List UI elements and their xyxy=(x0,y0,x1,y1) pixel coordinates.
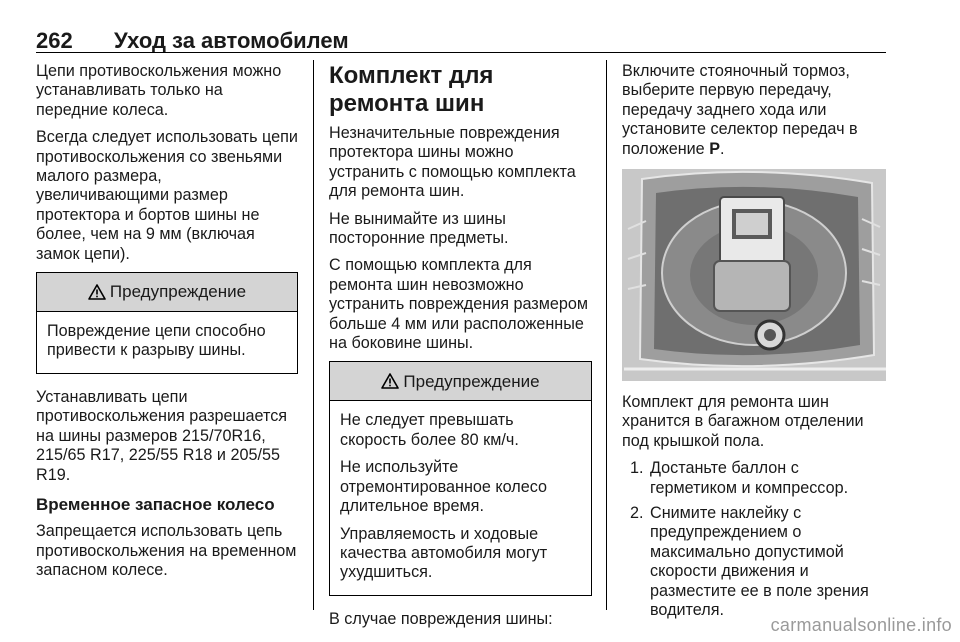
warning-title: Предупреждение xyxy=(403,371,540,391)
watermark-link[interactable]: carmanualsonline.info xyxy=(770,615,952,635)
column-divider xyxy=(313,60,314,610)
section-heading: Комплект для ремонта шин xyxy=(329,62,494,117)
list-item: 2. Снимите наклейку с предупреждением о максимально допустимой скорости движения и разместите ее в поле зрения водителя. xyxy=(648,504,886,620)
warning-header xyxy=(330,362,591,401)
paragraph-end: . xyxy=(720,139,725,158)
paragraph: Не вынимайте из шины посторонние предметы. xyxy=(329,209,509,248)
warning-text: Управляемость и ходовые качества автомобиля могут ухудшиться. xyxy=(340,524,548,582)
trunk-repair-kit-photo xyxy=(622,169,886,381)
warning-text: Не следует превышать скорость более 80 км/ч. xyxy=(340,411,519,449)
chapter-title: Уход за автомобилем xyxy=(114,28,349,53)
warning-box xyxy=(36,272,298,374)
header-rule xyxy=(36,52,886,53)
list-item: 1. Достаньте баллон с герметиком и компрессор. xyxy=(648,459,886,498)
paragraph: Запрещается использовать цепь противоскольжения на временном запасном колесе. xyxy=(36,522,297,580)
warning-triangle-icon xyxy=(88,284,106,300)
paragraph: Всегда следует использовать цепи противоскольжения со звеньями малого размера, увеличивающими размер протектора и бортов шины не более, чем на 9 мм (включая замок цепи). xyxy=(36,128,298,263)
paragraph: Устанавливать цепи противоскольжения разрешается на шины размеров 215/70R16, 215/65 R17, 225/55 R18 и 205/55 R19. xyxy=(36,387,288,484)
paragraph: Цепи противоскольжения можно устанавливать только на передние колеса. xyxy=(36,62,282,119)
paragraph-text: Включите стояночный тормоз, выберите первую передачу, передачу заднего хода или установите селектор передач в положение xyxy=(622,62,858,158)
paragraph: В случае повреждения шины: xyxy=(329,609,553,628)
section-heading: Временное запасное колесо xyxy=(36,494,275,514)
steps-list xyxy=(622,459,886,620)
warning-triangle-icon xyxy=(381,373,399,389)
page-header xyxy=(36,28,886,54)
warning-text: Повреждение цепи способно привести к разрыву шины. xyxy=(47,322,266,360)
paragraph: С помощью комплекта для ремонта шин невозможно устранить повреждения размером больше 4 мм или расположенные на боковине шины. xyxy=(329,256,588,353)
column-3 xyxy=(622,62,886,627)
column-1 xyxy=(36,62,298,589)
column-divider xyxy=(606,60,607,610)
warning-box xyxy=(329,361,592,595)
paragraph: Незначительные повреждения протектора шины можно устранить с помощью комплекта для ремонта шин. xyxy=(329,124,576,201)
column-2 xyxy=(329,62,592,637)
gear-position-label: P xyxy=(709,139,720,158)
paragraph xyxy=(622,62,886,159)
warning-text: Не используйте отремонтированное колесо длительное время. xyxy=(340,458,548,516)
page-number: 262 xyxy=(36,28,73,53)
warning-header xyxy=(37,273,297,312)
paragraph: Комплект для ремонта шин хранится в багажном отделении под крышкой пола. xyxy=(622,393,864,450)
warning-title: Предупреждение xyxy=(109,282,247,302)
